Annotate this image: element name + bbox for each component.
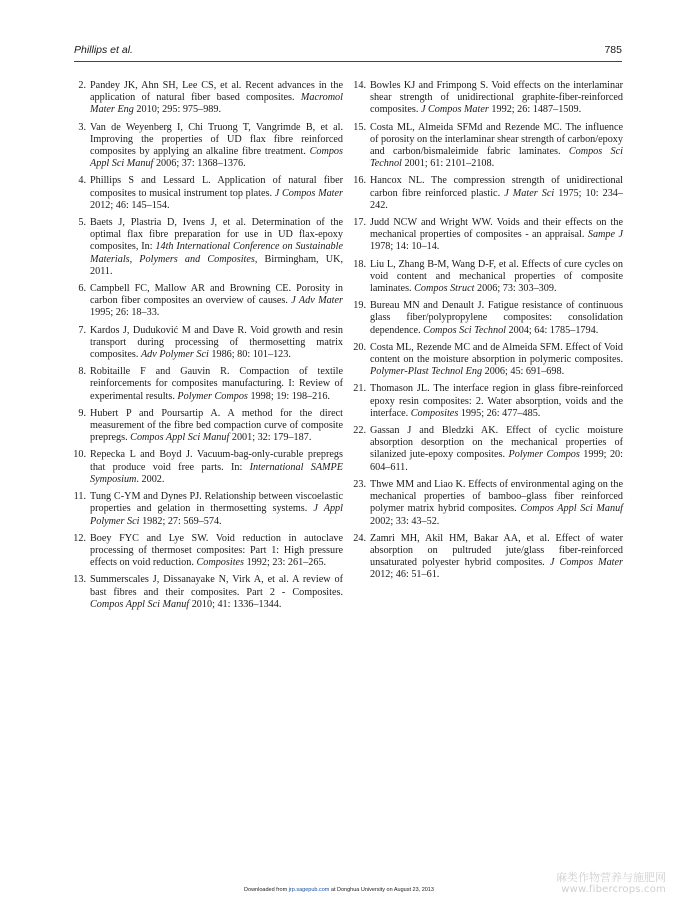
reference-text [90, 533, 343, 570]
reference-number: 22. [353, 425, 366, 437]
reference-text [90, 217, 343, 278]
reference-journal: Compos Appl Sci Manuf [520, 503, 624, 515]
reference-journal: J Compos Mater [549, 557, 623, 569]
reference-item [353, 300, 623, 337]
reference-segment: 2010; 41: 1336–1344. [189, 598, 282, 610]
reference-number: 6. [78, 283, 86, 295]
reference-segment: Bureau MN and Denault J. Fatigue resistance of continuous glass fiber/polypropylene composites: consolidation dependence. [370, 300, 623, 336]
reference-segment: Baets J, Plastria D, Ivens J, et al. Determination of the optimal flax fibre preparation for use in UD flax-epoxy composites, In: [90, 217, 343, 253]
reference-journal: J Compos Mater [274, 187, 343, 199]
reference-journal: Compos Appl Sci Manuf [90, 598, 190, 610]
reference-segment: Boey FYC and Lye SW. Void reduction in autoclave processing of thermoset composites: Part 1: High pressure effects on void reduction. [90, 532, 343, 569]
reference-segment: 1975; 10: 234–242. [370, 187, 623, 211]
page-number: 785 [604, 44, 622, 56]
reference-segment: 2001; 61: 2101–2108. [401, 158, 495, 170]
reference-number: 13. [73, 574, 86, 586]
running-title: Phillips et al. [74, 44, 133, 56]
reference-segment: Tung C-YM and Dynes PJ. Relationship between viscoelastic properties and gelation in thermosetting systems. [90, 491, 343, 515]
reference-segment: 1982; 27: 569–574. [139, 515, 222, 527]
reference-segment: Van de Weyenberg I, Chi Truong T, Vangrimde B, et al. Improving the properties of UD flax fibre reinforced composites by applying an alkaline fibre treatment. [90, 121, 343, 158]
reference-text [370, 383, 623, 420]
reference-item [353, 532, 623, 582]
reference-number: 17. [353, 217, 366, 229]
reference-text [90, 122, 343, 171]
reference-journal: Adv Polymer Sci [140, 349, 209, 361]
footer-link[interactable]: jrp.sagepub.com [288, 887, 330, 893]
reference-item [353, 258, 623, 296]
footer-suffix: at Donghua University on August 23, 2013 [329, 887, 434, 893]
reference-segment: , Birmingham, UK, 2011. [90, 253, 343, 277]
reference-segment: 1978; 14: 10–14. [370, 241, 440, 253]
reference-item [353, 478, 624, 528]
reference-item [353, 80, 623, 117]
reference-number: 19. [353, 300, 366, 312]
reference-number: 7. [78, 324, 86, 336]
reference-segment: Bowles KJ and Frimpong S. Void effects on the interlaminar shear strength of unidirectional graphite-fiber-reinforced composites. [370, 80, 623, 116]
reference-number: 2. [78, 80, 86, 91]
reference-item [76, 217, 343, 278]
reference-segment: 2006; 37: 1368–1376. [153, 158, 246, 170]
reference-journal: Polymer Compos [177, 390, 248, 402]
reference-item [76, 408, 343, 445]
reference-segment: 1995; 26: 477–485. [458, 407, 541, 419]
reference-number: 24. [353, 532, 366, 544]
reference-segment: 2010; 295: 975–989. [133, 104, 222, 116]
reference-number: 20. [353, 341, 366, 353]
reference-text [90, 408, 343, 445]
reference-segment: Costa ML, Rezende MC and de Almeida SFM. Effect of Void content on the moisture absorption in polymeric composites. [370, 341, 623, 366]
reference-journal: Compos Appl Sci Manuf [130, 432, 230, 444]
reference-journal: Compos Struct [414, 283, 475, 295]
reference-text [370, 533, 623, 582]
reference-text [90, 325, 343, 362]
reference-segment: 1995; 26: 18–33. [90, 307, 160, 319]
watermark [526, 872, 666, 896]
reference-text [370, 479, 623, 528]
reference-journal: Polymer-Plast Technol Eng [370, 366, 483, 378]
reference-item [73, 449, 343, 486]
reference-segment: 2006; 45: 691–698. [482, 366, 565, 378]
reference-journal: Sampe J [587, 229, 623, 241]
reference-item [353, 175, 623, 212]
reference-segment: Zamri MH, Akil HM, Bakar AA, et al. Effect of water absorption on pultruded jute/glass fiber-reinforced unsaturated polyester hybrid composites. [370, 532, 623, 569]
reference-segment: 2012; 46: 145–154. [90, 199, 170, 211]
reference-journal: J Appl Polymer Sci [90, 503, 343, 527]
running-header [74, 44, 622, 60]
reference-number: 18. [353, 258, 366, 270]
reference-segment: 2006; 73: 303–309. [474, 283, 557, 295]
reference-text [90, 491, 343, 528]
reference-number: 23. [353, 478, 366, 490]
references-column-left [73, 80, 343, 616]
reference-segment: Costa ML, Almeida SFMd and Rezende MC. The influence of porosity on the interlaminar shear strength of carbon/epoxy and carbon/bismaleimide fabric laminates. [370, 121, 623, 158]
reference-segment: 2012; 46: 51–61. [370, 569, 440, 581]
reference-number: 14. [353, 80, 366, 91]
reference-number: 3. [78, 121, 86, 133]
reference-text [90, 283, 343, 320]
reference-segment: Thomason JL. The interface region in glass fibre-reinforced epoxy resin composites: 2. Water absorption, voids and the interface. [370, 383, 623, 419]
reference-segment: Campbell FC, Mallow AR and Browning CE. Porosity in carbon fiber composites an overview of causes. [90, 283, 343, 307]
reference-item [76, 283, 343, 320]
reference-text [370, 217, 623, 254]
reference-number: 8. [78, 366, 86, 378]
reference-segment: Pandey JK, Ahn SH, Lee CS, et al. Recent advances in the application of natural fiber based composites. [90, 80, 343, 104]
reference-number: 11. [73, 491, 86, 503]
reference-journal: 14th International Conference on Sustainable Materials, Polymers and Composites [90, 241, 343, 265]
header-rule [74, 61, 622, 62]
reference-journal: Macromol Mater Eng [90, 92, 343, 116]
reference-text [370, 80, 623, 117]
reference-item [73, 532, 343, 570]
reference-segment: 1999; 20: 604–611. [370, 449, 623, 473]
reference-number: 21. [353, 383, 366, 395]
reference-journal: International SAMPE Symposium [90, 461, 343, 485]
reference-segment: Gassan J and Bledzki AK. Effect of cyclic moisture absorption desorption on the mechanical properties of silanized jute-epoxy composites. [370, 425, 623, 461]
reference-text [370, 300, 623, 337]
reference-number: 15. [353, 121, 366, 133]
reference-text [370, 122, 623, 171]
reference-journal: Composites [196, 557, 245, 569]
reference-text [370, 425, 623, 474]
reference-text [90, 175, 343, 212]
footer-prefix: Downloaded from [244, 887, 289, 893]
reference-segment: 2002; 33: 43–52. [370, 515, 440, 527]
reference-segment: Kardos J, Duduković M and Dave R. Void growth and resin transport during processing of thermosetting matrix composites. [90, 324, 343, 361]
reference-item [76, 175, 343, 212]
reference-segment: 1998; 19: 198–216. [247, 390, 330, 402]
reference-item [353, 425, 623, 474]
reference-segment: Repecka L and Boyd J. Vacuum-bag-only-curable prepregs that produce void free parts. In: [90, 449, 343, 473]
reference-text [90, 366, 343, 403]
reference-item [353, 217, 623, 254]
reference-number: 4. [78, 175, 86, 187]
reference-journal: Compos Sci Technol [423, 324, 506, 336]
reference-segment: Judd NCW and Wright WW. Voids and their effects on the mechanical properties of composites - an appraisal. [370, 217, 623, 241]
reference-segment: 1992; 26: 1487–1509. [488, 104, 582, 116]
reference-segment: Thwe MM and Liao K. Effects of environmental aging on the mechanical properties of bamboo–glass fiber reinforced polymer matrix hybrid composites. [370, 478, 623, 515]
reference-segment: Summerscales J, Dissanayake N, Virk A, et al. A review of bast fibres and their composites. Part 2 - Composites. [90, 574, 343, 598]
reference-text [90, 574, 343, 611]
references-column-right [353, 80, 624, 587]
reference-text [90, 449, 343, 486]
reference-journal: Polymer Compos [508, 449, 580, 461]
reference-journal: J Adv Mater [291, 295, 343, 307]
reference-text [90, 80, 343, 117]
reference-segment: . 2002. [136, 473, 165, 485]
reference-item [76, 325, 343, 362]
reference-journal: J Compos Mater [420, 104, 489, 116]
reference-journal: J Mater Sci [504, 187, 555, 199]
reference-item [353, 121, 624, 171]
reference-segment: Hubert P and Poursartip A. A method for the direct measurement of the fibre bed compaction curve of composite prepregs. [90, 407, 343, 444]
reference-item [76, 366, 343, 403]
reference-item [73, 574, 343, 611]
reference-text [370, 342, 623, 379]
reference-journal: Composites [410, 407, 459, 419]
reference-text [370, 175, 623, 212]
watermark-title: 麻类作物营养与施肥网 [556, 871, 666, 884]
reference-item [73, 491, 343, 528]
reference-item [353, 341, 623, 379]
reference-segment: 1986; 80: 101–123. [208, 349, 291, 361]
reference-segment: 2001; 32: 179–187. [229, 432, 312, 444]
reference-segment: 1992; 23: 261–265. [244, 557, 327, 569]
watermark-url: www.fibercrops.com [561, 884, 666, 895]
reference-item [76, 122, 343, 171]
reference-segment: Robitaille F and Gauvin R. Compaction of textile reinforcements for composites manufacturing. I: Review of experimental results. [90, 366, 343, 402]
reference-number: 16. [353, 175, 366, 187]
reference-journal: Compos Appl Sci Manuf [90, 146, 343, 170]
reference-segment: Hancox NL. The compression strength of unidirectional carbon fibre reinforced plastic. [370, 175, 623, 199]
reference-number: 9. [78, 407, 86, 419]
reference-number: 12. [73, 532, 86, 544]
reference-item [353, 383, 623, 420]
reference-number: 5. [78, 217, 86, 229]
reference-text [370, 259, 623, 296]
reference-item [76, 80, 343, 117]
reference-number: 10. [73, 449, 86, 461]
reference-segment: Liu L, Zhang B-M, Wang D-F, et al. Effects of cure cycles on void content and mechanical properties of composite laminates. [370, 258, 623, 295]
reference-segment: Phillips S and Lessard L. Application of natural fiber composites to musical instrument top plates. [90, 175, 343, 199]
reference-journal: Compos Sci Technol [370, 146, 624, 170]
reference-segment: 2004; 64: 1785–1794. [506, 324, 599, 336]
